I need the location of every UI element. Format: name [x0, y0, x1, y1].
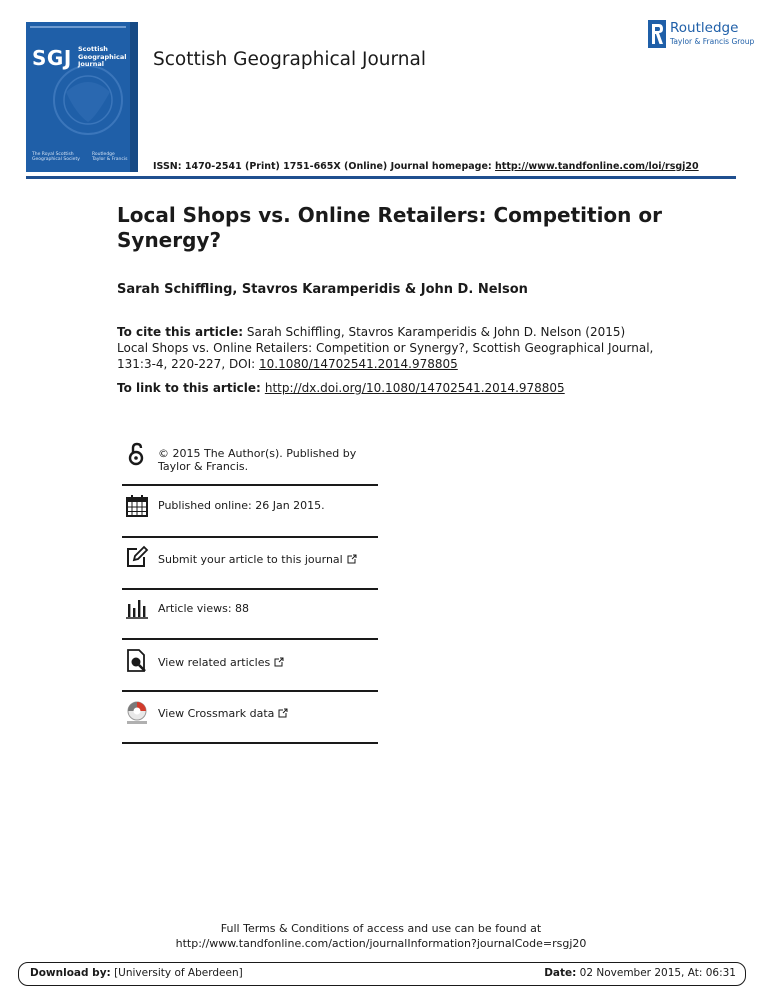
external-link-icon [278, 708, 288, 718]
divider [122, 742, 378, 744]
issn-line: ISSN: 1470-2541 (Print) 1751-665X (Online) Journal homepage: http://www.tandfonline.com/loi/rsgj20 [153, 161, 699, 172]
cite-label: To cite this article: [117, 325, 244, 339]
download-by: Download by: [University of Aberdeen] [30, 967, 243, 979]
download-date: Date: 02 November 2015, At: 06:31 [544, 967, 736, 979]
divider [122, 588, 378, 590]
cite-text: Sarah Schiffling, Stavros Karamperidis & John D. Nelson (2015) Local Shops vs. Online Retailers: Competition or Synergy?, Scottish Geographical Journal, 131:3-4, 220-227, DOI: [117, 325, 654, 371]
terms-text: Full Terms & Conditions of access and use can be found at [220, 922, 542, 935]
header-divider [26, 176, 736, 179]
routledge-logo-icon [648, 20, 666, 48]
article-url-link[interactable]: http://dx.doi.org/10.1080/14702541.2014.978805 [264, 381, 565, 395]
publisher-group: Taylor & Francis Group [670, 37, 755, 46]
cover-publisher: Routledge Taylor & Francis [92, 152, 128, 162]
terms-url-link[interactable]: http://www.tandfonline.com/action/journalInformation?journalCode=rsgj20 [175, 937, 587, 950]
doi-link[interactable]: 10.1080/14702541.2014.978805 [259, 357, 458, 371]
journal-name: Scottish Geographical Journal [153, 49, 426, 70]
citation [117, 324, 657, 372]
related-articles-link[interactable]: View related articles [158, 656, 284, 669]
link-label: To link to this article: [117, 381, 261, 395]
divider [122, 536, 378, 538]
terms-notice [0, 921, 762, 951]
published-online-text: Published online: 26 Jan 2015. [158, 499, 325, 512]
journal-cover [26, 22, 138, 172]
article-title: Local Shops vs. Online Retailers: Competition or Synergy? [117, 203, 662, 252]
submit-article-link[interactable]: Submit your article to this journal [158, 553, 357, 566]
cover-abbrev: SGJ [32, 46, 72, 70]
journal-homepage-link[interactable]: http://www.tandfonline.com/loi/rsgj20 [495, 161, 699, 172]
publisher-name: Routledge [670, 20, 739, 36]
divider [122, 638, 378, 640]
crossmark-link[interactable]: View Crossmark data [158, 707, 288, 720]
divider [122, 484, 378, 486]
calendar-icon [124, 493, 150, 519]
article-views-text: Article views: 88 [158, 602, 250, 615]
open-access-icon [124, 441, 150, 467]
cover-society: The Royal Scottish Geographical Society [32, 152, 80, 162]
crossmark-icon [124, 700, 150, 726]
article-link-line [117, 381, 565, 395]
external-link-icon [347, 554, 357, 564]
edit-icon [124, 544, 150, 570]
search-document-icon [124, 648, 150, 674]
article-authors: Sarah Schiffling, Stavros Karamperidis & John D. Nelson [117, 282, 528, 297]
copyright-text: © 2015 The Author(s). Published by Taylor & Francis. [158, 447, 357, 473]
cover-title: Scottish Geographical Journal [78, 45, 127, 68]
external-link-icon [274, 657, 284, 667]
bar-chart-icon [124, 596, 150, 622]
divider [122, 690, 378, 692]
